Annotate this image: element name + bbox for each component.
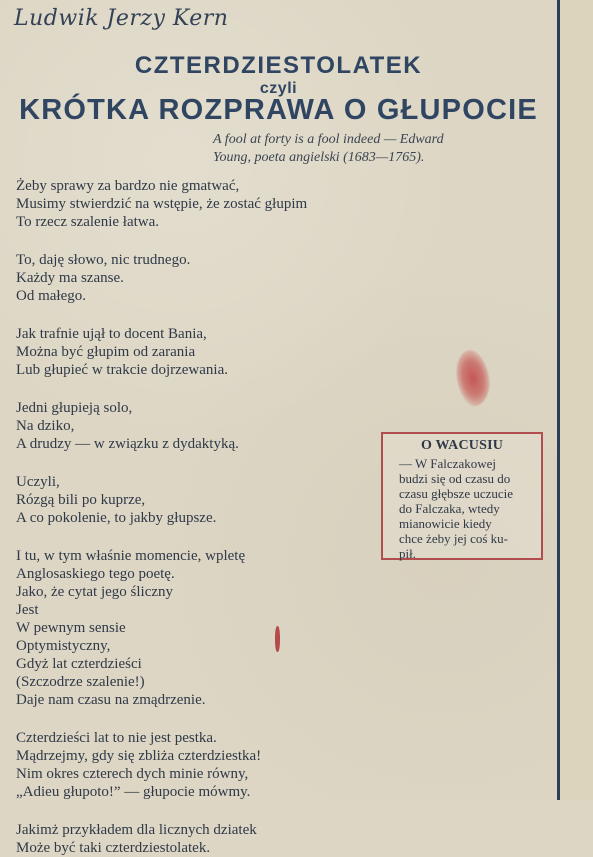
- poem-line: Anglosaskiego tego poetę.: [16, 566, 175, 582]
- poem-line: Czterdzieści lat to nie jest pestka.: [16, 730, 217, 746]
- poem-line: W pewnym sensie: [16, 620, 126, 636]
- poem-line: „Adieu głupoto!” — głupocie mówmy.: [16, 784, 251, 800]
- poem-line: (Szczodrze szalenie!): [16, 674, 145, 690]
- poem-line: Jedni głupieją solo,: [16, 400, 133, 416]
- poem-line: Od małego.: [16, 288, 86, 304]
- stanza-1: [16, 177, 371, 231]
- right-margin: [560, 0, 593, 800]
- sidebar-line: — W Falczakowej: [399, 456, 496, 471]
- sidebar-line: czasu głębsze uczucie: [399, 486, 514, 501]
- epigraph-line-1: A fool at forty is a fool indeed — Edward: [213, 132, 444, 147]
- stanza-4: [16, 399, 371, 453]
- poem-line: Każdy ma szanse.: [16, 270, 124, 286]
- sidebar-line: chce żeby jej coś ku-: [399, 531, 509, 546]
- main-title: CZTERDZIESTOLATEK: [134, 52, 423, 79]
- poem-line: Musimy stwierdzić na wstępie, że zostać głupim: [16, 196, 308, 212]
- poem-line: Optymistyczny,: [16, 638, 111, 654]
- epigraph: [213, 131, 513, 167]
- poem-line: Daje nam czasu na zmądrzenie.: [16, 692, 206, 708]
- title-connector: czyli: [259, 80, 298, 97]
- poem-line: Jak trafnie ujął to docent Bania,: [16, 326, 207, 342]
- poem-line: Można być głupim od zarania: [16, 344, 196, 360]
- sidebar-line: pił.: [399, 546, 416, 561]
- sidebar-title: O WACUSIU: [420, 438, 504, 453]
- sidebar-text: [399, 456, 531, 561]
- poem-line: To rzecz szalenie łatwa.: [16, 214, 160, 230]
- poem-line: Żeby sprawy za bardzo nie gmatwać,: [16, 178, 240, 194]
- poem-line: A co pokolenie, to jakby głupsze.: [16, 510, 217, 526]
- poem-line: A drudzy — w związku z dydaktyką.: [16, 436, 239, 452]
- stanza-3: [16, 325, 371, 379]
- poem-line: Uczyli,: [16, 474, 60, 490]
- sidebar-line: budzi się od czasu do: [399, 471, 511, 486]
- stanza-8: [16, 821, 371, 857]
- sidebar-box: [381, 432, 543, 560]
- poem-line: To, daję słowo, nic trudnego.: [16, 252, 191, 268]
- poem-line: Mądrzejmy, gdy się zbliża czterdziestka!: [16, 748, 262, 764]
- sidebar-line: mianowicie kiedy: [399, 516, 492, 531]
- poem-line: I tu, w tym właśnie momencie, wpletę: [16, 548, 246, 564]
- poem-line: Gdyż lat czterdzieści: [16, 656, 142, 672]
- stanza-7: [16, 729, 371, 801]
- subtitle: KRÓTKA ROZPRAWA O GŁUPOCIE: [19, 94, 538, 126]
- author-name: Ludwik Jerzy Kern: [14, 6, 229, 31]
- poem-line: Na dziko,: [16, 418, 75, 434]
- poem-body: [16, 177, 371, 857]
- page-border-line: [557, 0, 560, 800]
- stanza-6: [16, 547, 371, 709]
- poem-line: Jako, że cytat jego śliczny: [16, 584, 174, 600]
- poem-line: Rózgą bili po kuprze,: [16, 492, 146, 508]
- stanza-5: [16, 473, 371, 527]
- sidebar-line: do Falczaka, wtedy: [399, 501, 500, 516]
- poem-line: Lub głupieć w trakcie dojrzewania.: [16, 362, 228, 378]
- epigraph-line-2: Young, poeta angielski (1683—1765).: [213, 150, 425, 165]
- stanza-2: [16, 251, 371, 305]
- poem-line: Może być taki czterdziestolatek.: [16, 840, 211, 856]
- poem-line: Jakimż przykładem dla licznych dziatek: [16, 822, 257, 838]
- small-ink-mark: [275, 626, 280, 652]
- poem-line: Nim okres czterech dych minie równy,: [16, 766, 249, 782]
- poem-line: Jest: [16, 602, 39, 618]
